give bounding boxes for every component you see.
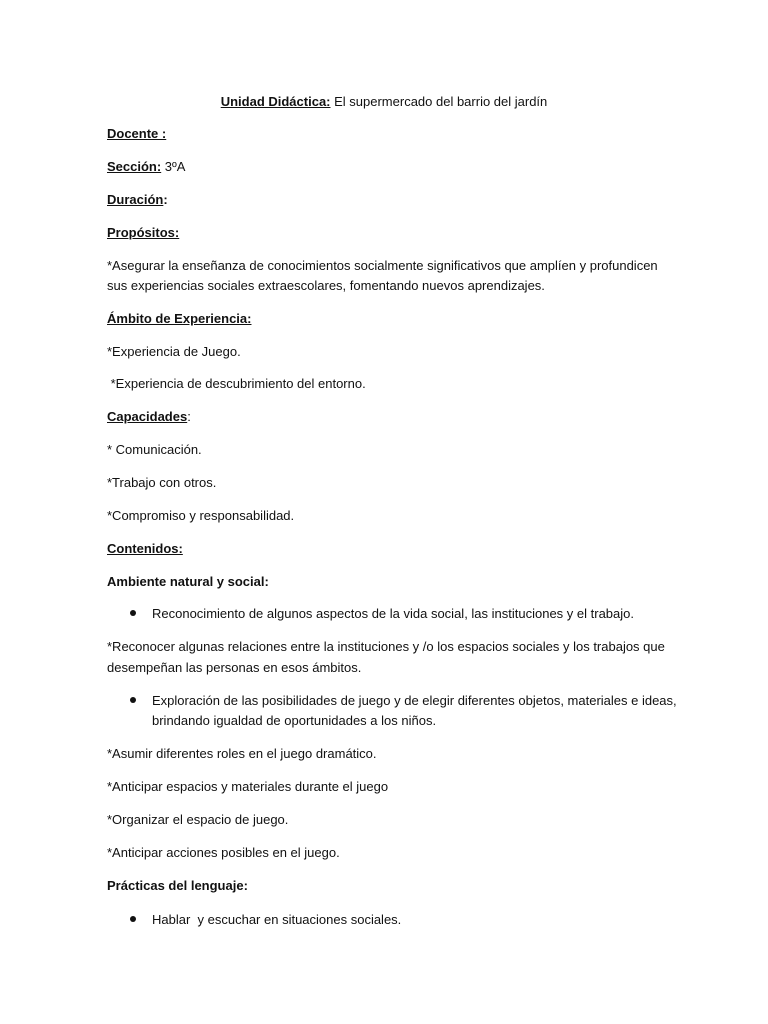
duracion-suffix: : xyxy=(163,192,168,207)
ambito-label: Ámbito de Experiencia: xyxy=(107,311,252,326)
capacidades-row xyxy=(107,409,191,425)
propositos-label: Propósitos: xyxy=(107,225,180,240)
ambiente-bullet-1: Reconocimiento de algunos aspectos de la vida social, las instituciones y el trabajo. xyxy=(152,606,634,621)
propositos-text-line1: *Asegurar la enseñanza de conocimientos socialmente significativos que amplíen y profundicen xyxy=(107,258,658,273)
ambiente-bullet-2-line1: Exploración de las posibilidades de juego y de elegir diferentes objetos, materiales e ideas, xyxy=(152,693,677,708)
seccion-value: 3ºA xyxy=(161,159,186,174)
ambito-row xyxy=(107,311,251,327)
propositos-row xyxy=(107,225,179,241)
ambiente-heading: Ambiente natural y social: xyxy=(107,574,269,589)
ambiente-text1-line2: desempeñan las personas en esos ámbitos. xyxy=(107,660,362,675)
ambiente-text1-line1: *Reconocer algunas relaciones entre la instituciones y /o los espacios sociales y los trabajos que xyxy=(107,639,665,654)
bullet-icon xyxy=(130,610,136,616)
ambiente-item-1: *Asumir diferentes roles en el juego dramático. xyxy=(107,746,377,761)
ambito-item-2: *Experiencia de descubrimiento del entorno. xyxy=(107,376,366,391)
propositos-text-line2: sus experiencias sociales extraescolares, fomentando nuevos aprendizajes. xyxy=(107,278,545,293)
lenguaje-bullet-1: Hablar y escuchar en situaciones sociales. xyxy=(152,912,402,927)
contenidos-row xyxy=(107,541,183,557)
ambiente-item-3: *Organizar el espacio de juego. xyxy=(107,812,289,827)
docente-label: Docente : xyxy=(107,126,167,141)
bullet-icon xyxy=(130,697,136,703)
ambiente-item-4: *Anticipar acciones posibles en el juego. xyxy=(107,845,340,860)
seccion-label: Sección: xyxy=(107,159,162,174)
capacidades-suffix: : xyxy=(187,409,191,424)
capacidades-label: Capacidades xyxy=(107,409,188,424)
capacidades-item-1: * Comunicación. xyxy=(107,442,202,457)
capacidades-item-2: *Trabajo con otros. xyxy=(107,475,217,490)
docente-row xyxy=(107,126,166,142)
contenidos-label: Contenidos: xyxy=(107,541,183,556)
seccion-row xyxy=(107,159,185,175)
ambiente-item-2: *Anticipar espacios y materiales durante el juego xyxy=(107,779,389,794)
bullet-icon xyxy=(130,916,136,922)
capacidades-item-3: *Compromiso y responsabilidad. xyxy=(107,508,295,523)
title-value: El supermercado del barrio del jardín xyxy=(330,94,548,109)
document-title xyxy=(0,94,768,110)
ambito-item-1: *Experiencia de Juego. xyxy=(107,344,241,359)
duracion-label: Duración xyxy=(107,192,164,207)
ambiente-bullet-2-line2: brindando igualdad de oportunidades a los niños. xyxy=(152,713,437,728)
title-label: Unidad Didáctica: xyxy=(220,94,331,109)
lenguaje-heading: Prácticas del lenguaje: xyxy=(107,878,248,893)
duracion-row xyxy=(107,192,168,208)
